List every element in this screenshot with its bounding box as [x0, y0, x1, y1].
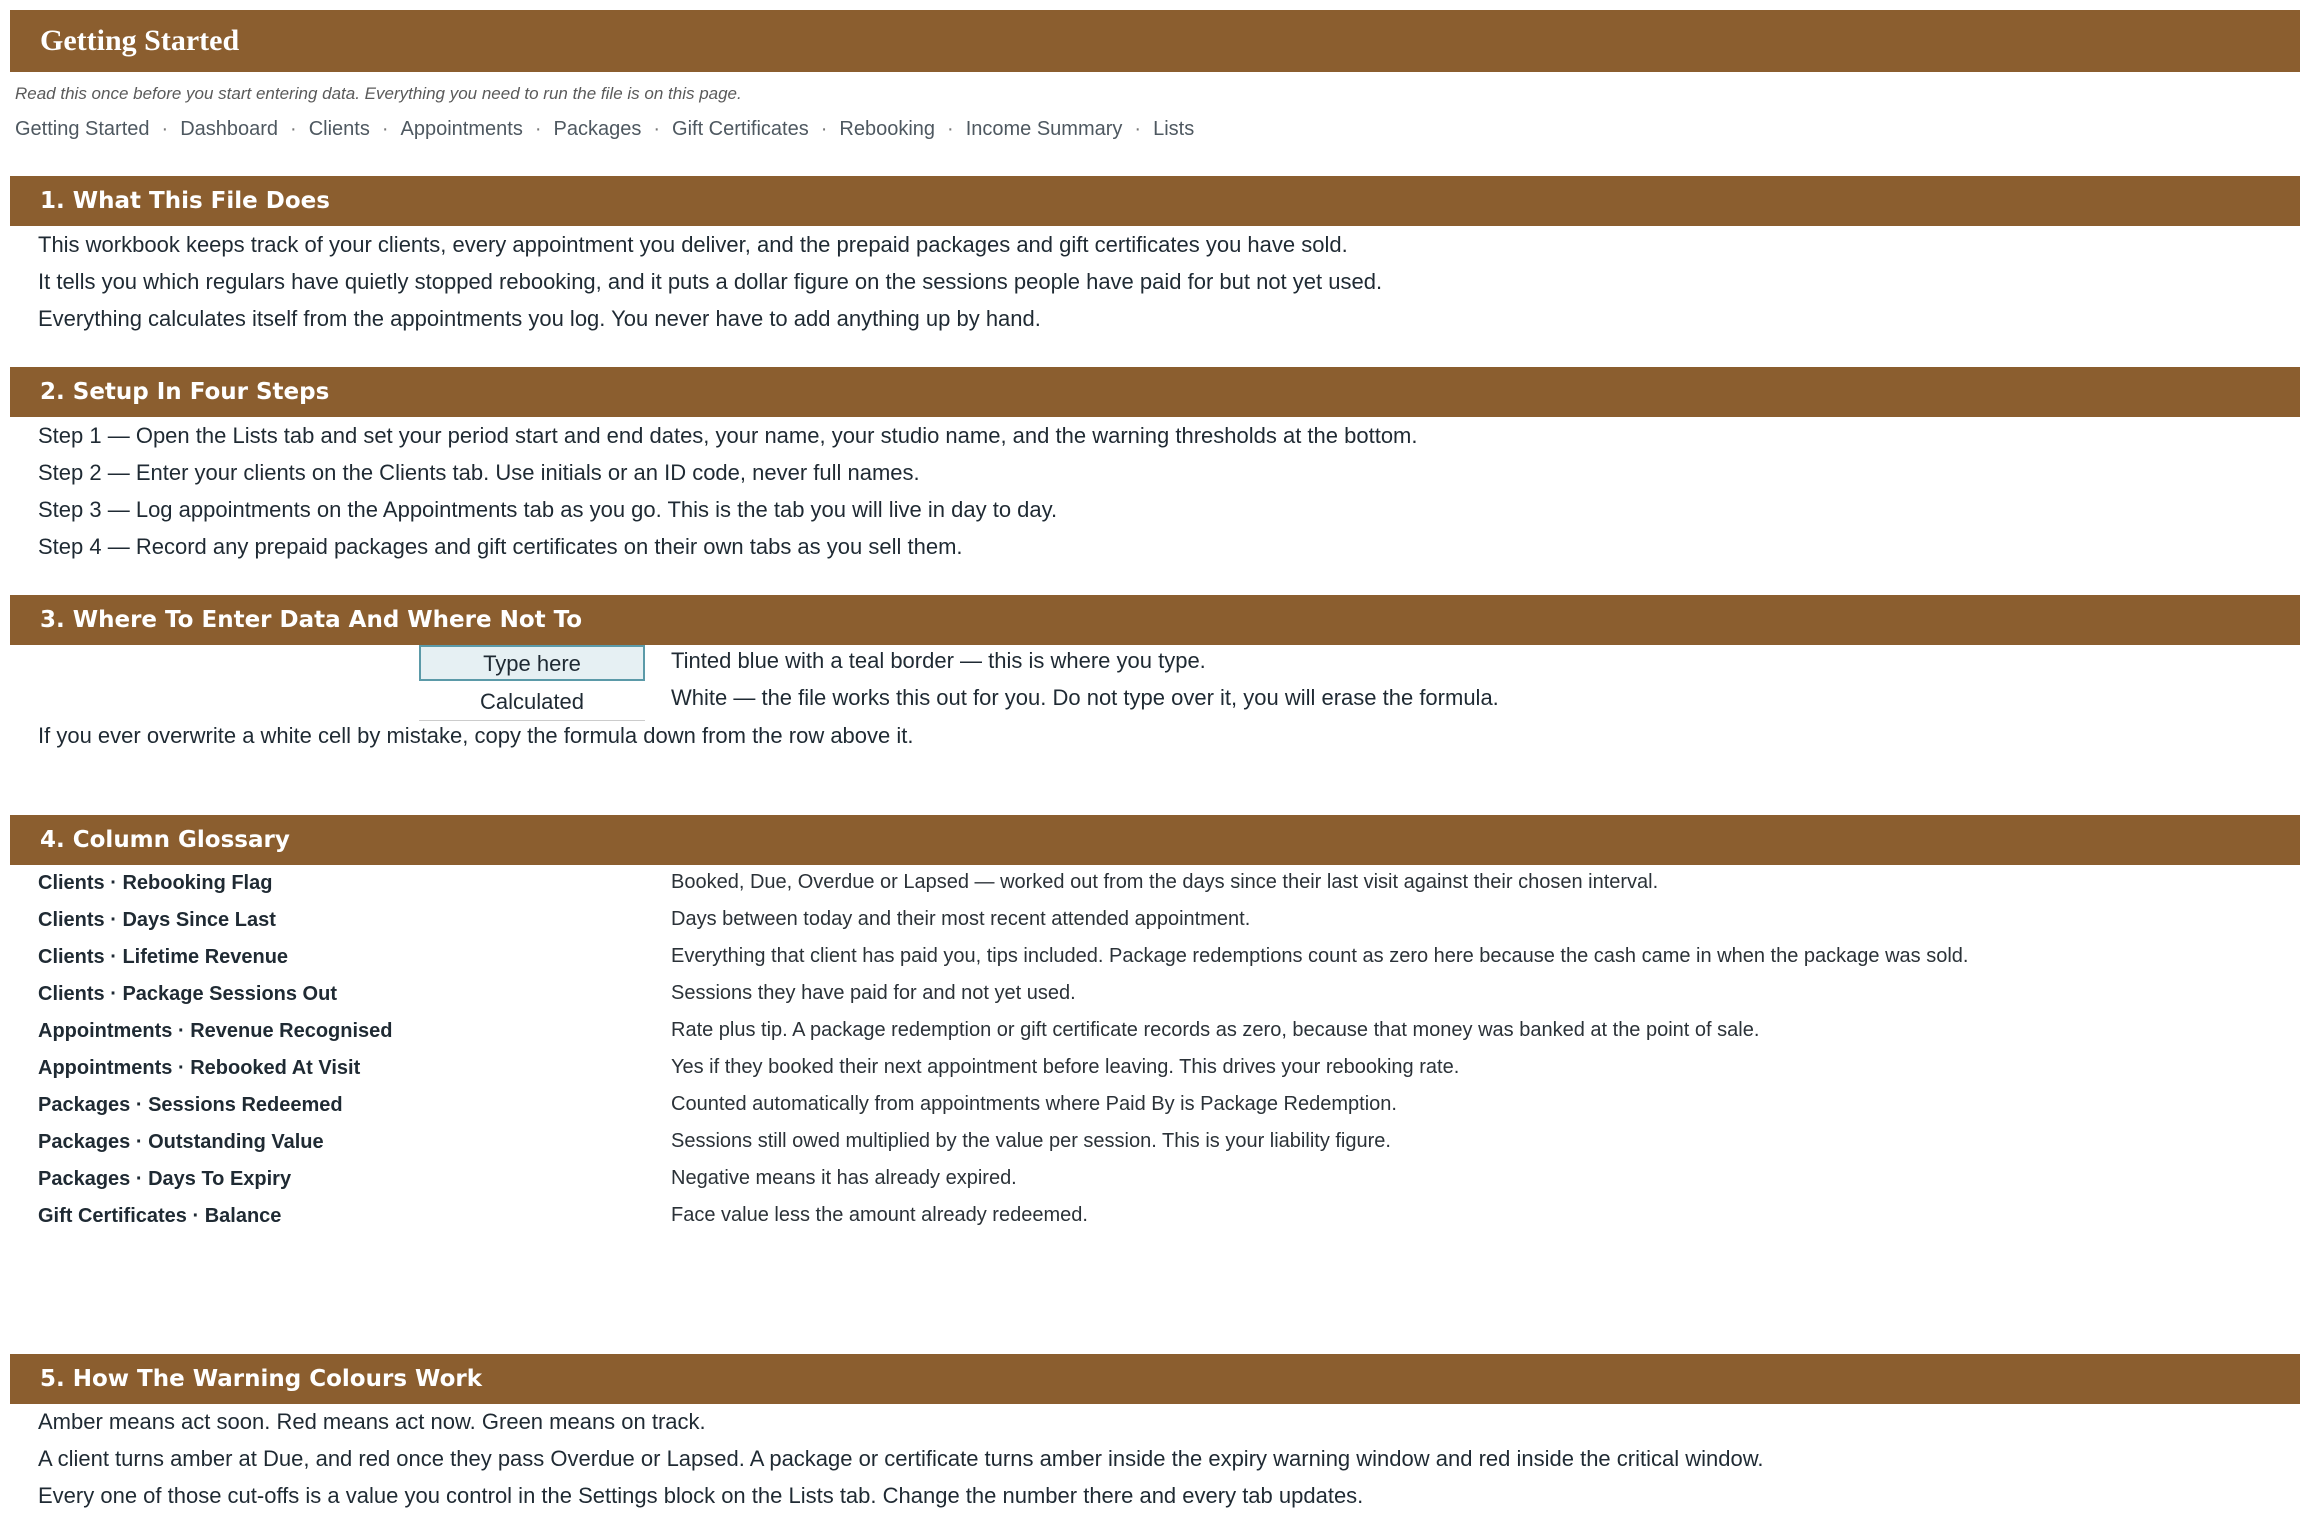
nav-separator: · — [653, 118, 661, 140]
setup-step: Step 2 — Enter your clients on the Clients tab. Use initials or an ID code, never full names. — [38, 460, 920, 485]
glossary-definition: Everything that client has paid you, tips included. Package redemptions count as zero here because the cash came in when the package was sold. — [671, 945, 1969, 967]
section-heading-setup-steps: 2. Setup In Four Steps — [10, 367, 2300, 417]
tab-navigation — [15, 118, 1194, 141]
page-subtitle: Read this once before you start entering data. Everything you need to run the file is on this page. — [15, 84, 742, 103]
glossary-term: Packages · Sessions Redeemed — [38, 1094, 343, 1116]
nav-separator: · — [161, 118, 169, 140]
glossary-definition: Face value less the amount already redeemed. — [671, 1204, 1088, 1226]
nav-link-rebooking[interactable]: Rebooking — [839, 118, 936, 140]
overwrite-note: If you ever overwrite a white cell by mistake, copy the formula down from the row above it. — [38, 723, 914, 748]
nav-link-income-summary[interactable]: Income Summary — [965, 118, 1123, 140]
nav-link-gift-certificates[interactable]: Gift Certificates — [672, 118, 809, 140]
legend-input-cell-sample: Type here — [419, 645, 645, 681]
warning-colours-line: Amber means act soon. Red means act now. Green means on track. — [38, 1409, 706, 1434]
legend-calculated-description: White — the file works this out for you. Do not type over it, you will erase the formula. — [671, 685, 1499, 710]
glossary-term: Appointments · Rebooked At Visit — [38, 1057, 361, 1079]
legend-input-description: Tinted blue with a teal border — this is where you type. — [671, 648, 1206, 673]
glossary-term: Clients · Package Sessions Out — [38, 983, 337, 1005]
warning-colours-line: Every one of those cut-offs is a value you control in the Settings block on the Lists tab. Change the number there and every tab updates. — [38, 1483, 1364, 1508]
nav-link-appointments[interactable]: Appointments — [400, 118, 523, 140]
setup-step: Step 3 — Log appointments on the Appointments tab as you go. This is the tab you will live in day to day. — [38, 497, 1058, 522]
glossary-term: Clients · Days Since Last — [38, 909, 276, 931]
glossary-definition: Yes if they booked their next appointment before leaving. This drives your rebooking rate. — [671, 1056, 1460, 1078]
section-heading-warning-colours: 5. How The Warning Colours Work — [10, 1354, 2300, 1404]
glossary-term: Packages · Days To Expiry — [38, 1168, 292, 1190]
nav-link-dashboard[interactable]: Dashboard — [180, 118, 279, 140]
nav-link-packages[interactable]: Packages — [553, 118, 642, 140]
glossary-definition: Sessions they have paid for and not yet used. — [671, 982, 1076, 1004]
glossary-definition: Booked, Due, Overdue or Lapsed — worked out from the days since their last visit against their chosen interval. — [671, 871, 1659, 893]
glossary-term: Clients · Rebooking Flag — [38, 872, 273, 894]
glossary-definition: Negative means it has already expired. — [671, 1167, 1017, 1189]
nav-separator: · — [290, 118, 297, 140]
nav-separator: · — [534, 118, 542, 140]
glossary-definition: Sessions still owed multiplied by the value per session. This is your liability figure. — [671, 1130, 1391, 1152]
page-title: Getting Started — [10, 10, 2300, 72]
glossary-definition: Counted automatically from appointments where Paid By is Package Redemption. — [671, 1093, 1397, 1115]
section-heading-column-glossary: 4. Column Glossary — [10, 815, 2300, 865]
section-1-line: This workbook keeps track of your clients, every appointment you deliver, and the prepaid packages and gift certificates you have sold. — [38, 232, 1348, 257]
warning-colours-line: A client turns amber at Due, and red once they pass Overdue or Lapsed. A package or certificate turns amber inside the expiry warning window and red inside the critical window. — [38, 1446, 1764, 1471]
glossary-term: Clients · Lifetime Revenue — [38, 946, 289, 968]
setup-step: Step 1 — Open the Lists tab and set your period start and end dates, your name, your studio name, and the warning thresholds at the bottom. — [38, 423, 1418, 448]
section-heading-where-to-enter-data: 3. Where To Enter Data And Where Not To — [10, 595, 2300, 645]
nav-link-lists[interactable]: Lists — [1153, 118, 1195, 140]
glossary-term: Gift Certificates · Balance — [38, 1205, 282, 1227]
nav-separator: · — [381, 118, 389, 140]
section-1-line: It tells you which regulars have quietly stopped rebooking, and it puts a dollar figure on the sessions people have paid for but not yet used. — [38, 269, 1383, 294]
section-heading-what-this-file-does: 1. What This File Does — [10, 176, 2300, 226]
nav-link-clients[interactable]: Clients — [308, 118, 370, 140]
glossary-term: Packages · Outstanding Value — [38, 1131, 324, 1153]
glossary-definition: Days between today and their most recent attended appointment. — [671, 908, 1251, 930]
nav-separator: · — [1134, 118, 1142, 140]
legend-calculated-cell-sample: Calculated — [419, 685, 645, 721]
nav-link-getting-started[interactable]: Getting Started — [15, 118, 150, 140]
section-1-line: Everything calculates itself from the appointments you log. You never have to add anything up by hand. — [38, 306, 1041, 331]
glossary-definition: Rate plus tip. A package redemption or gift certificate records as zero, because that money was banked at the point of sale. — [671, 1019, 1760, 1041]
nav-separator: · — [947, 118, 954, 140]
nav-separator: · — [820, 118, 828, 140]
glossary-term: Appointments · Revenue Recognised — [38, 1020, 393, 1042]
setup-step: Step 4 — Record any prepaid packages and gift certificates on their own tabs as you sell them. — [38, 534, 963, 559]
